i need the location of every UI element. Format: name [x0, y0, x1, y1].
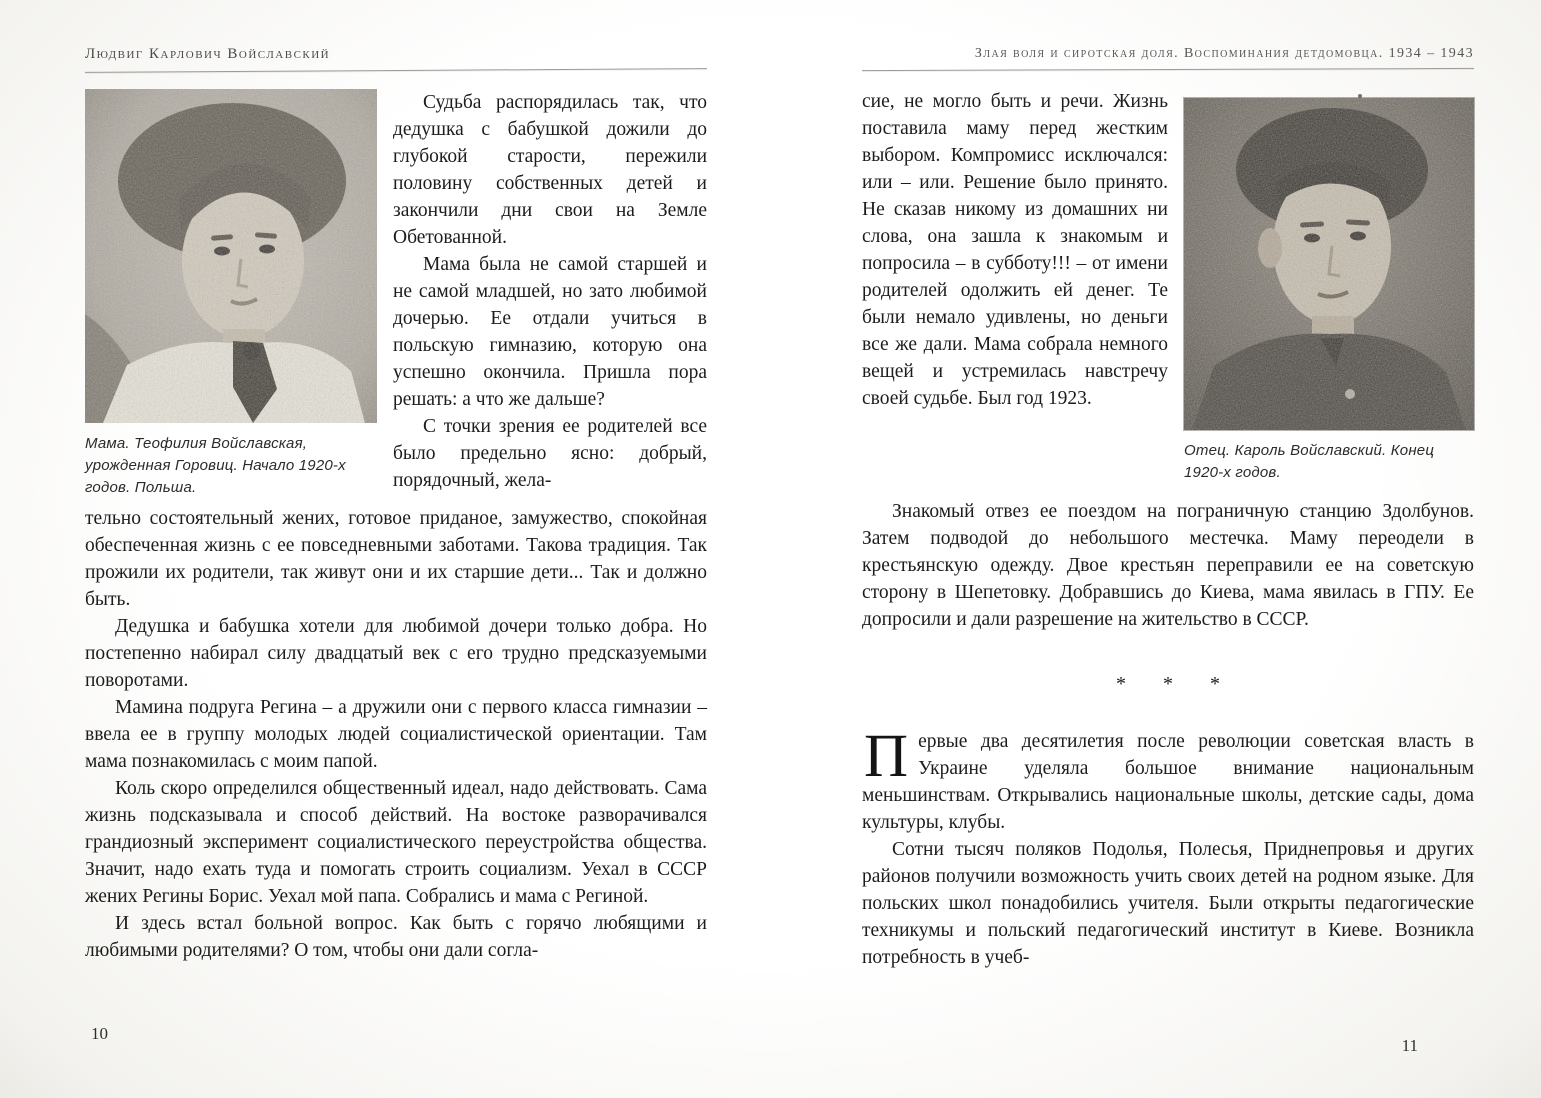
- page-number-right: 11: [1401, 1036, 1418, 1055]
- paragraph: Мама была не самой старшей и не самой младшей, но зато любимой дочерью. Ее отдали учиться в польскую гимназию, которую она успешно окончила. Пришла пора решать: а что же дальше?: [393, 254, 707, 410]
- paragraph: Знакомый отвез ее поездом на пограничную станцию Здолбунов. Затем подводой до небольшого местечка. Маму переодели в крестьянскую одежду. Двое крестьян переправили ее на советскую сторону в Шепетовку. Добравшись до Киева, мама явилась в ГПУ. Ее допросили и дали разрешение на жительство в СССР.: [862, 500, 1474, 630]
- paragraph: Мамина подруга Регина – а дружили они с первого класса гимназии – ввела ее в группу молодых людей социалистической ориентации. Там мама познакомилась с моим папой.: [85, 697, 707, 773]
- mother-photo-caption: Мама. Теофилия Войславская, урожденная Горовиц. Начало 1920-х годов. Польша.: [85, 435, 346, 496]
- right-section-text: [862, 722, 1474, 971]
- paragraph-text: ервые два десятилетия после революции советская власть в Украине уделяла большое внимание национальным меньшинствам. Открывались национальные школы, детские сады, дома культуры, клубы.: [862, 730, 1474, 833]
- father-photo-figure: [1184, 98, 1474, 484]
- left-column-text: [393, 89, 707, 498]
- scan-speck: [1358, 94, 1362, 98]
- paragraph: Коль скоро определился общественный идеал, надо действовать. Сама жизнь подсказывала и способ действий. На востоке разворачивался грандиозный эксперимент социалистического переустройства общества. Значит, надо ехать туда и помогать строить социализм. Уехал в СССР жених Регины Борис. Уехал мой папа. Собрались и мама с Региной.: [85, 778, 707, 908]
- paragraph-with-dropcap: [862, 722, 1474, 836]
- paragraph: Дедушка и бабушка хотели для любимой дочери только добра. Но постепенно набирал силу двадцатый век с его трудно предсказуемыми поворотами.: [85, 616, 707, 692]
- paragraph: тельно состоятельный жених, готовое приданое, замужество, спокойная обеспеченная жизнь с ее повседневными заботами. Такова традиция. Так прожили их родители, так живут они и их старшие дети... Так и должно быть.: [85, 508, 707, 611]
- page-right: [862, 46, 1474, 1056]
- photo-text-row-right: [862, 88, 1474, 484]
- column-gap: [1168, 88, 1184, 484]
- father-photo-caption: Отец. Кароль Войславский. Конец 1920-х годов.: [1184, 442, 1435, 481]
- page-number-left: 10: [91, 1024, 108, 1043]
- section-separator: * * *: [1116, 672, 1236, 695]
- paragraph: Сотни тысяч поляков Подолья, Полесья, Приднепровья и других районов получили возможность учить своих детей на родном языке. Для польских школ понадобились учителя. Были открыты педагогические техникумы и польский педагогический институт в Киеве. Возникла потребность в учеб-: [862, 838, 1474, 968]
- running-header-left: Людвиг Карлович Войславский: [85, 46, 331, 62]
- paragraph: С точки зрения ее родителей все было предельно ясно: добрый, порядочный, жела-: [393, 416, 707, 491]
- photo-text-row-left: [85, 89, 707, 498]
- paragraph: И здесь встал больной вопрос. Как быть с горячо любящими и любимыми родителями? О том, чтобы они дали согла-: [85, 913, 707, 962]
- header-rule-left: [85, 68, 707, 73]
- right-full-text: [862, 498, 1474, 633]
- mother-photo: [85, 89, 377, 423]
- paragraph: сие, не могло быть и речи. Жизнь поставила маму перед жестким выбором. Компромисс исключался: или – или. Решение было принято. Не сказав никому из домашних ни слова, она зашла к знакомым и попросила – в субботу!!! – от имени родителей одолжить ей денег. Те были немало удивлены, но деньги все же дали. Мама собрала немного вещей и устремилась навстречу своей судьбе. Был год 1923.: [862, 91, 1168, 409]
- header-rule-right: [862, 68, 1474, 71]
- paragraph: Судьба распорядилась так, что дедушка с бабушкой дожили до глубокой старости, пережили половину собственных детей и закончили дни свои на Земле Обетованной.: [393, 92, 707, 248]
- running-header-right: Злая воля и сиротская доля. Воспоминания детдомовца. 1934 – 1943: [974, 46, 1474, 61]
- drop-cap: П: [864, 722, 909, 790]
- right-column-text: [862, 88, 1168, 484]
- left-full-text: [85, 505, 707, 964]
- mother-photo-figure: [85, 89, 377, 498]
- father-photo: [1184, 98, 1474, 430]
- column-gap: [377, 89, 393, 498]
- page-left: [85, 46, 707, 1056]
